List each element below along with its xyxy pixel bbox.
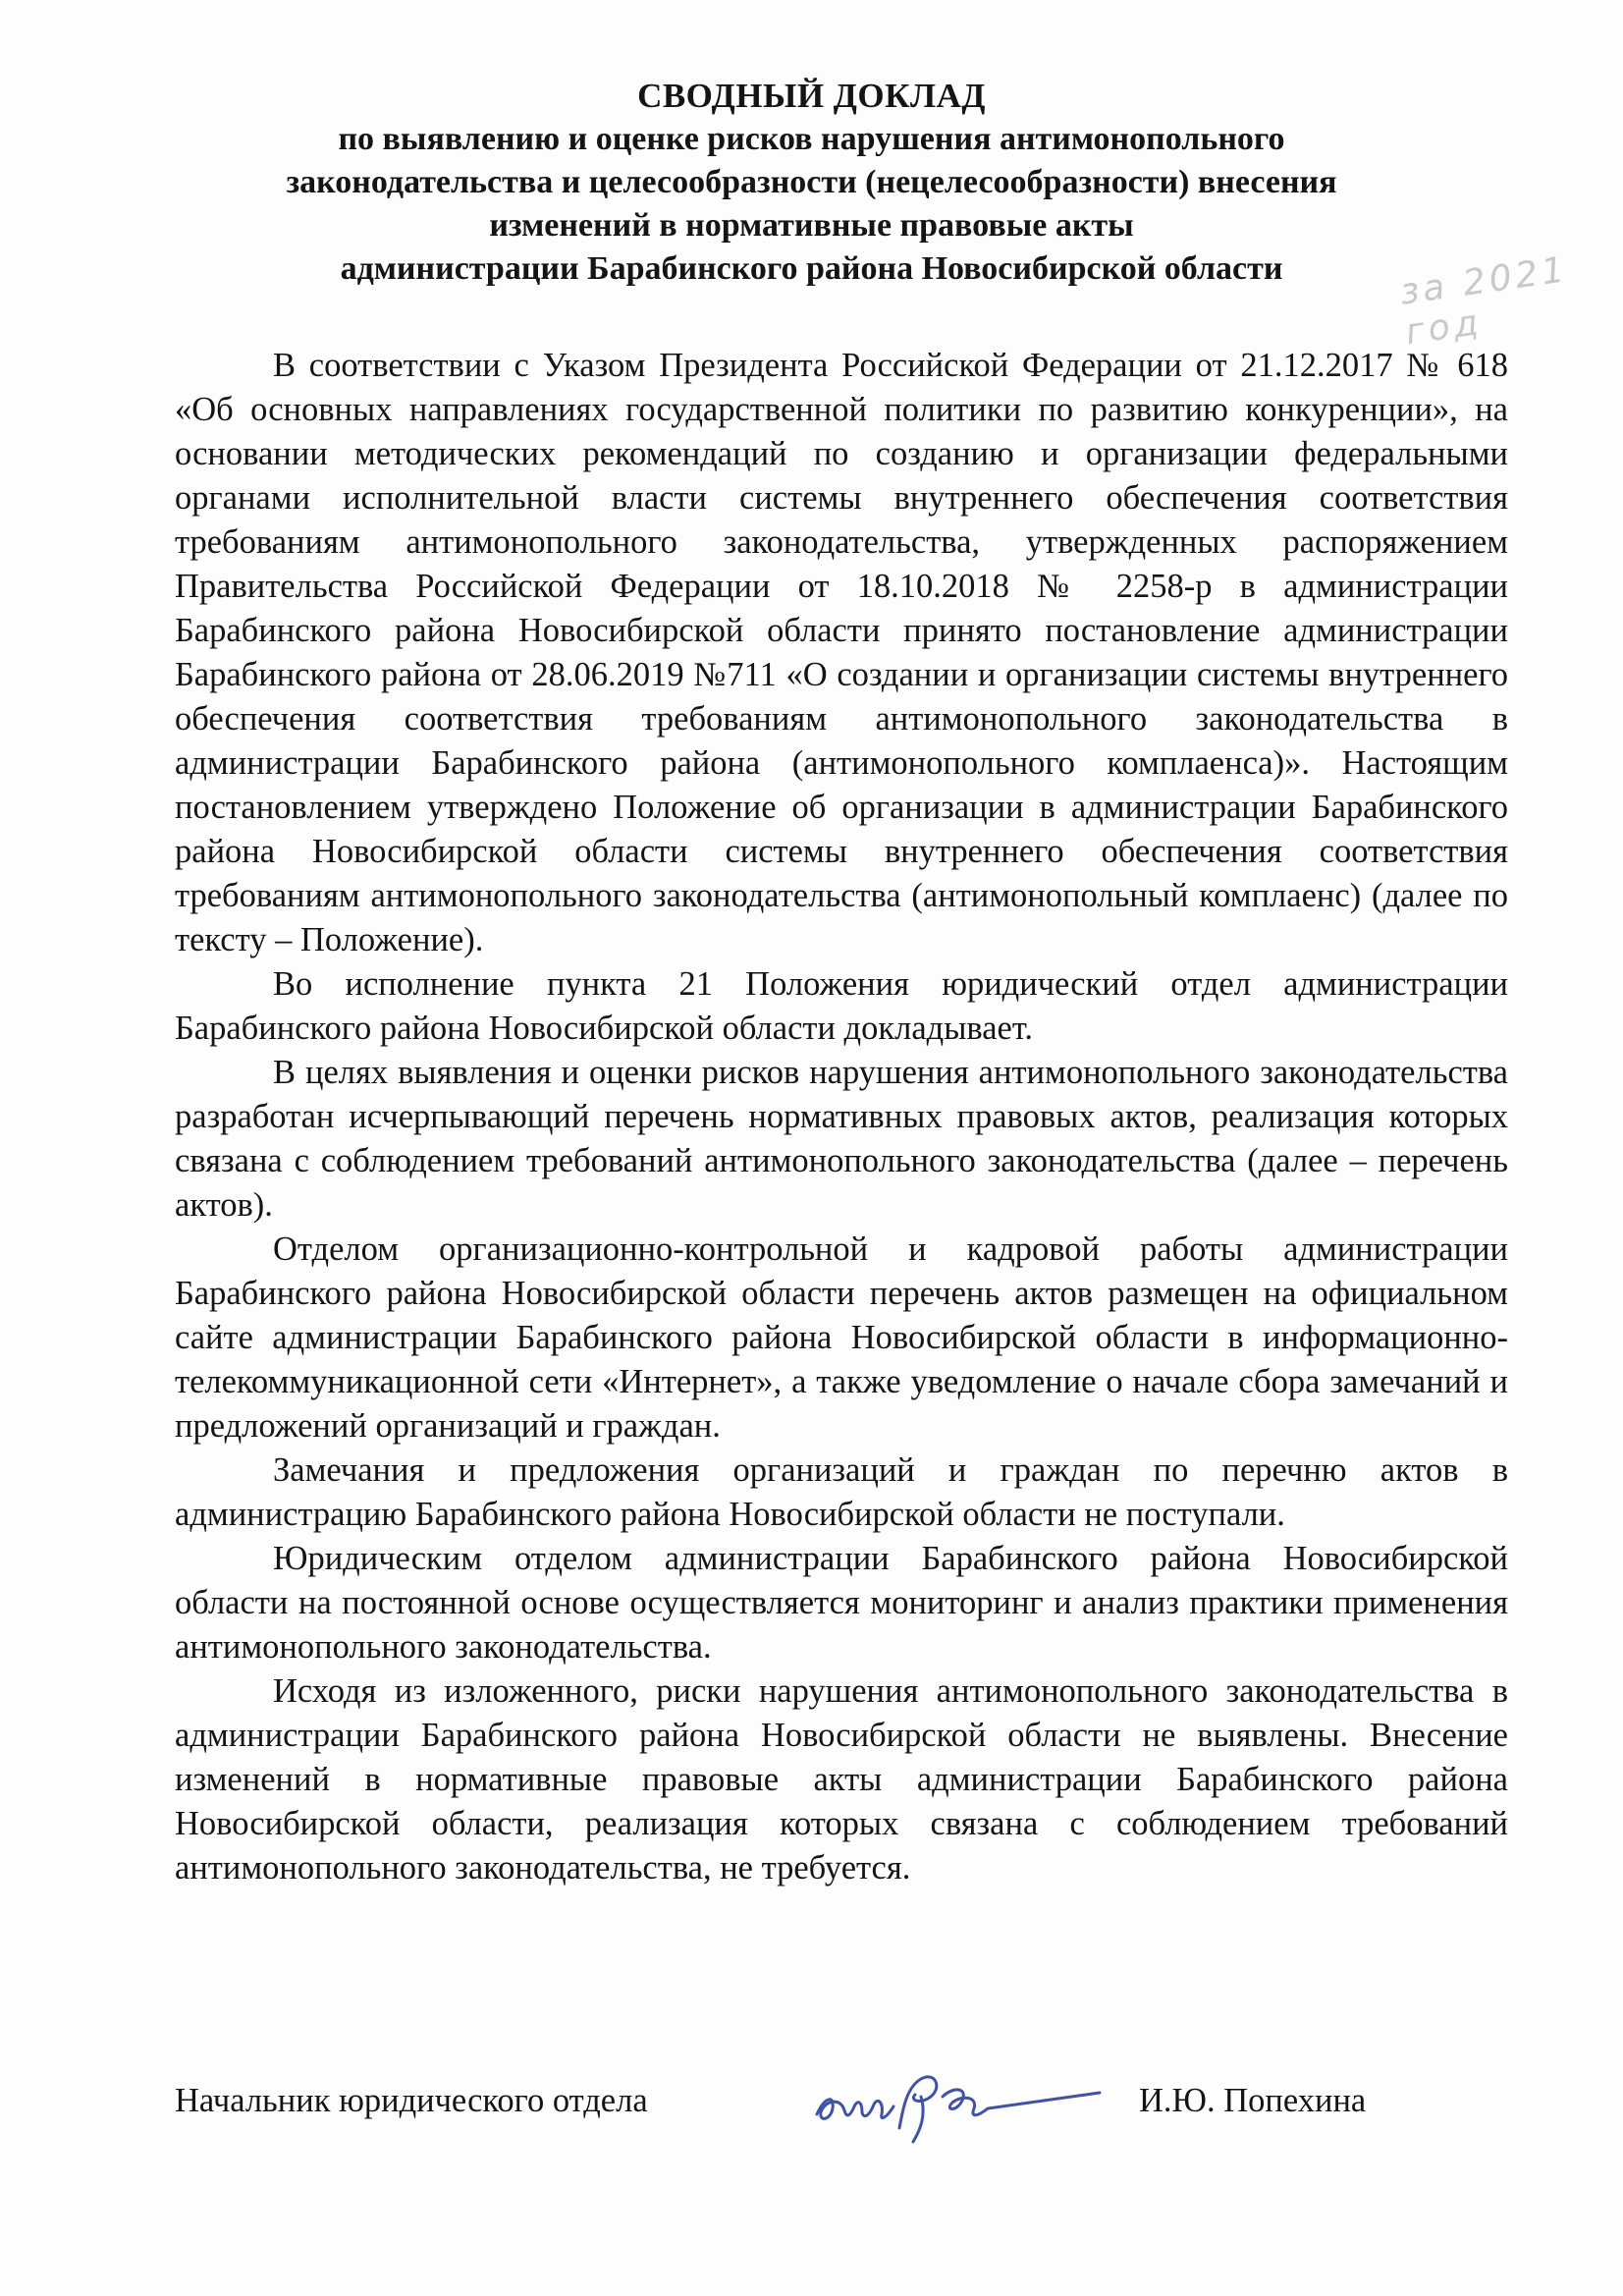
handwritten-date-note: за 2021 год — [1397, 249, 1571, 354]
document-body — [175, 344, 1508, 1890]
document-title-block — [0, 75, 1623, 291]
document-subtitle-line-4: администрации Барабинского района Новосибирской области — [340, 250, 1283, 287]
document-title: СВОДНЫЙ ДОКЛАД — [637, 77, 986, 115]
paragraph-7: Исходя из изложенного, риски нарушения антимонопольного законодательства в администрации Барабинского района Новосибирской области не выявлены. Внесение изменений в нормативные правовые акты администрации Барабинского района Новосибирской области, реализация которых связана с соблюдением требований антимонопольного законодательства, не требуется. — [175, 1672, 1508, 1886]
paragraph-2: Во исполнение пункта 21 Положения юридический отдел администрации Барабинского района Новосибирской области докладывает. — [175, 965, 1508, 1047]
paragraph-4: Отделом организационно-контрольной и кадровой работы администрации Барабинского района Новосибирской области перечень актов размещен на официальном сайте администрации Барабинского района Новосибирской области в информационно-телекоммуникационной сети «Интернет», а также уведомление о начале сбора замечаний и предложений организаций и граждан. — [175, 1230, 1508, 1445]
signatory-position: Начальник юридического отдела — [175, 2082, 648, 2119]
paragraph-5: Замечания и предложения организаций и граждан по перечню актов в администрацию Барабинского района Новосибирской области не поступали. — [175, 1451, 1508, 1533]
signatory-name: И.Ю. Попехина — [1139, 2082, 1367, 2119]
paragraph-3: В целях выявления и оценки рисков нарушения антимонопольного законодательства разработан исчерпывающий перечень нормативных правовых актов, реализация которых связана с соблюдением требований антимонопольного законодательства (далее – перечень актов). — [175, 1054, 1508, 1224]
document-subtitle-line-3: изменений в нормативные правовые акты — [489, 207, 1134, 244]
paragraph-6: Юридическим отделом администрации Барабинского района Новосибирской области на постоянной основе осуществляется мониторинг и анализ практики применения антимонопольного законодательства. — [175, 1540, 1508, 1666]
document-subtitle-line-1: по выявлению и оценке рисков нарушения антимонопольного — [338, 121, 1285, 157]
document-subtitle-line-2: законодательства и целесообразности (нецелесообразности) внесения — [286, 164, 1337, 200]
handwritten-signature — [805, 2057, 1119, 2146]
paragraph-1: В соответствии с Указом Президента Российской Федерации от 21.12.2017 № 618 «Об основных направлениях государственной политики по развитию конкуренции», на основании методических рекомендаций по созданию и организации федеральными органами исполнительной власти системы внутреннего обеспечения соответствия требованиям антимонопольного законодательства, утвержденных распоряжением Правительства Российской Федерации от 18.10.2018 № 2258-р в администрации Барабинского района Новосибирской области принято постановление администрации Барабинского района от 28.06.2019 №711 «О создании и организации системы внутреннего обеспечения соответствия требованиям антимонопольного законодательства в администрации Барабинского района (антимонопольного комплаенса)». Настоящим постановлением утверждено Положение об организации в администрации Барабинского района Новосибирской области системы внутреннего обеспечения соответствия требованиям антимонопольного законодательства (антимонопольный комплаенс) (далее по тексту – Положение). — [175, 347, 1508, 958]
